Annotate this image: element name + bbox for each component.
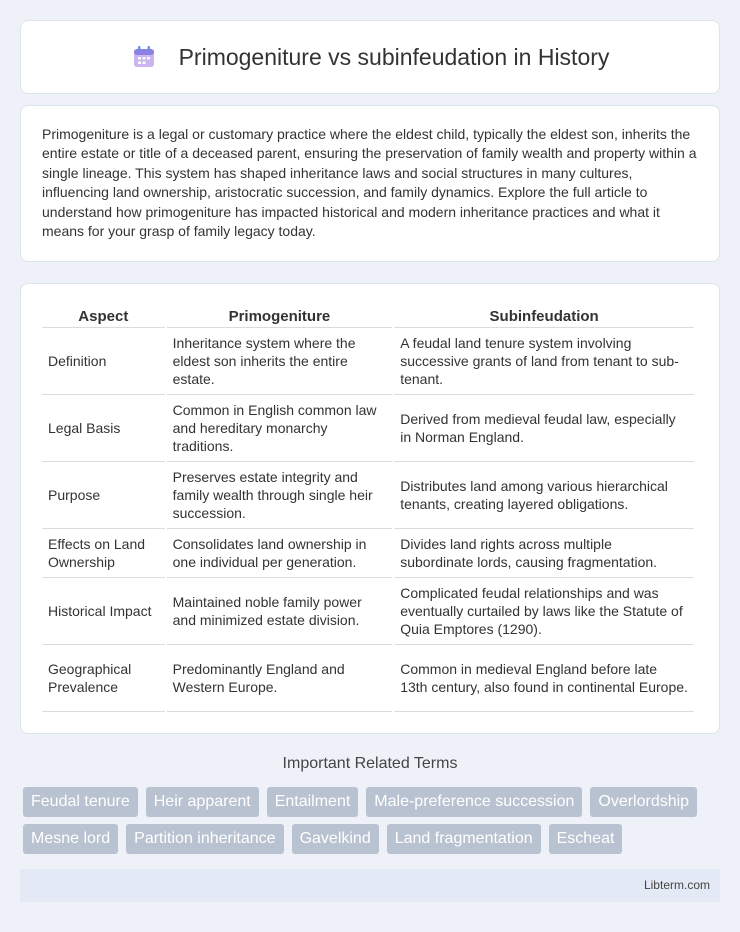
related-term-tag[interactable]: Male-preference succession — [366, 787, 582, 817]
row-subinfeudation: Divides land rights across multiple subordinate lords, causing fragmentation. — [394, 529, 694, 578]
table-row — [42, 328, 694, 395]
row-aspect: Historical Impact — [42, 578, 165, 645]
intro-text: Primogeniture is a legal or customary practice where the eldest child, typically the eldest son, inherits the entire estate or title of a deceased parent, ensuring the preservation of family wealth and property within a single lineage. This system has shaped inheritance laws and social structures in many cultures, influencing land ownership, aristocratic succession, and family dynamics. Explore the full article to understand how primogeniture has impacted historical and modern inheritance practices and what it means for your grasp of family legacy today. — [42, 126, 697, 240]
row-aspect: Effects on Land Ownership — [42, 529, 165, 578]
related-term-tag[interactable]: Overlordship — [590, 787, 697, 817]
header-card — [20, 20, 720, 94]
row-subinfeudation: Derived from medieval feudal law, especially in Norman England. — [394, 395, 694, 462]
related-term-tag[interactable]: Partition inheritance — [126, 824, 283, 854]
row-subinfeudation: Complicated feudal relationships and was eventually curtailed by laws like the Statute of Quia Emptores (1290). — [394, 578, 694, 645]
row-primogeniture: Maintained noble family power and minimized estate division. — [167, 578, 393, 645]
row-primogeniture: Inheritance system where the eldest son inherits the entire estate. — [167, 328, 393, 395]
table-row — [42, 462, 694, 529]
comparison-table-card — [20, 283, 720, 734]
table-header-row — [42, 304, 694, 328]
related-term-tag[interactable]: Mesne lord — [23, 824, 118, 854]
row-primogeniture: Consolidates land ownership in one individual per generation. — [167, 529, 393, 578]
related-term-tag[interactable]: Gavelkind — [292, 824, 379, 854]
header-primogeniture: Primogeniture — [167, 304, 393, 328]
intro-card — [20, 105, 720, 262]
related-term-tag[interactable]: Feudal tenure — [23, 787, 138, 817]
row-aspect: Legal Basis — [42, 395, 165, 462]
related-term-tag[interactable]: Escheat — [549, 824, 623, 854]
comparison-table — [40, 304, 696, 712]
related-term-tag[interactable]: Heir apparent — [146, 787, 259, 817]
header-aspect: Aspect — [42, 304, 165, 328]
row-subinfeudation: A feudal land tenure system involving successive grants of land from tenant to sub-tenant. — [394, 328, 694, 395]
row-subinfeudation: Distributes land among various hierarchical tenants, creating layered obligations. — [394, 462, 694, 529]
row-aspect: Definition — [42, 328, 165, 395]
calendar-icon — [131, 44, 157, 70]
page-title: Primogeniture vs subinfeudation in History — [178, 43, 610, 70]
related-term-tag[interactable]: Entailment — [267, 787, 359, 817]
table-row — [42, 578, 694, 645]
header-subinfeudation: Subinfeudation — [394, 304, 694, 328]
row-subinfeudation: Common in medieval England before late 13th century, also found in continental Europe. — [394, 645, 694, 712]
footer-site-link[interactable]: Libterm.com — [643, 878, 710, 892]
related-term-tag[interactable]: Land fragmentation — [387, 824, 541, 854]
related-terms-title: Important Related Terms — [282, 755, 458, 772]
table-row — [42, 645, 694, 712]
footer — [20, 869, 720, 902]
table-row — [42, 529, 694, 578]
row-aspect: Purpose — [42, 462, 165, 529]
table-row — [42, 395, 694, 462]
row-aspect: Geographical Prevalence — [42, 645, 165, 712]
related-terms-list — [23, 787, 723, 854]
row-primogeniture: Predominantly England and Western Europe. — [167, 645, 393, 712]
row-primogeniture: Common in English common law and hereditary monarchy traditions. — [167, 395, 393, 462]
row-primogeniture: Preserves estate integrity and family wealth through single heir succession. — [167, 462, 393, 529]
